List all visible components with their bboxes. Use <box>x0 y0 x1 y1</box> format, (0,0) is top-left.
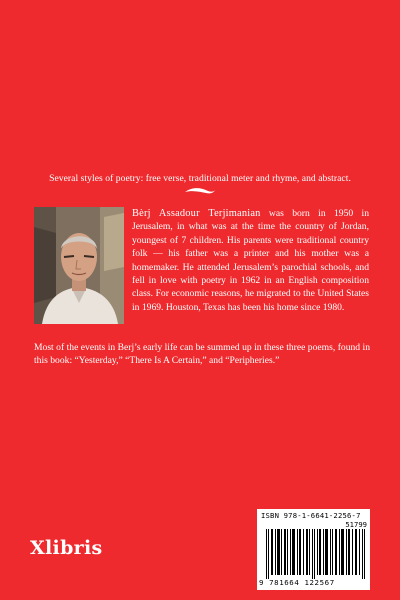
book-summary: Most of the events in Berj’s early life can be summed up in these three poems, found in this book: “Yesterday,” “There Is A Certain,” and “Peripheries.” <box>34 342 370 367</box>
barcode-digits: 9 781664 122567 <box>259 578 335 587</box>
isbn-label: ISBN 978-1-6641-2256-7 <box>261 511 361 520</box>
barcode-bars <box>266 529 366 579</box>
price-code: 51799 <box>345 520 367 529</box>
isbn-barcode <box>257 509 370 590</box>
author-bio <box>132 207 369 314</box>
flourish-ornament-icon <box>184 186 216 196</box>
author-bio-text: was born in 1950 in Jerusalem, in what was at the time the country of Jordan, youngest of 7 children. His parents were traditional country folk — his father was a printer and his mother was a homemaker. He attended Jerusalem’s parochial schools, and fell in love with poetry in 1962 in an English composition class. For economic reasons, he migrated to the United States in 1969. Houston, Texas has been his home since 1980. <box>132 208 369 313</box>
publisher-logo: Xlibris <box>30 537 103 559</box>
author-name: Bèrj Assadour Terjimanian <box>132 208 261 219</box>
author-photo <box>34 207 124 324</box>
poetry-styles-line: Several styles of poetry: free verse, traditional meter and rhyme, and abstract. <box>49 173 351 184</box>
